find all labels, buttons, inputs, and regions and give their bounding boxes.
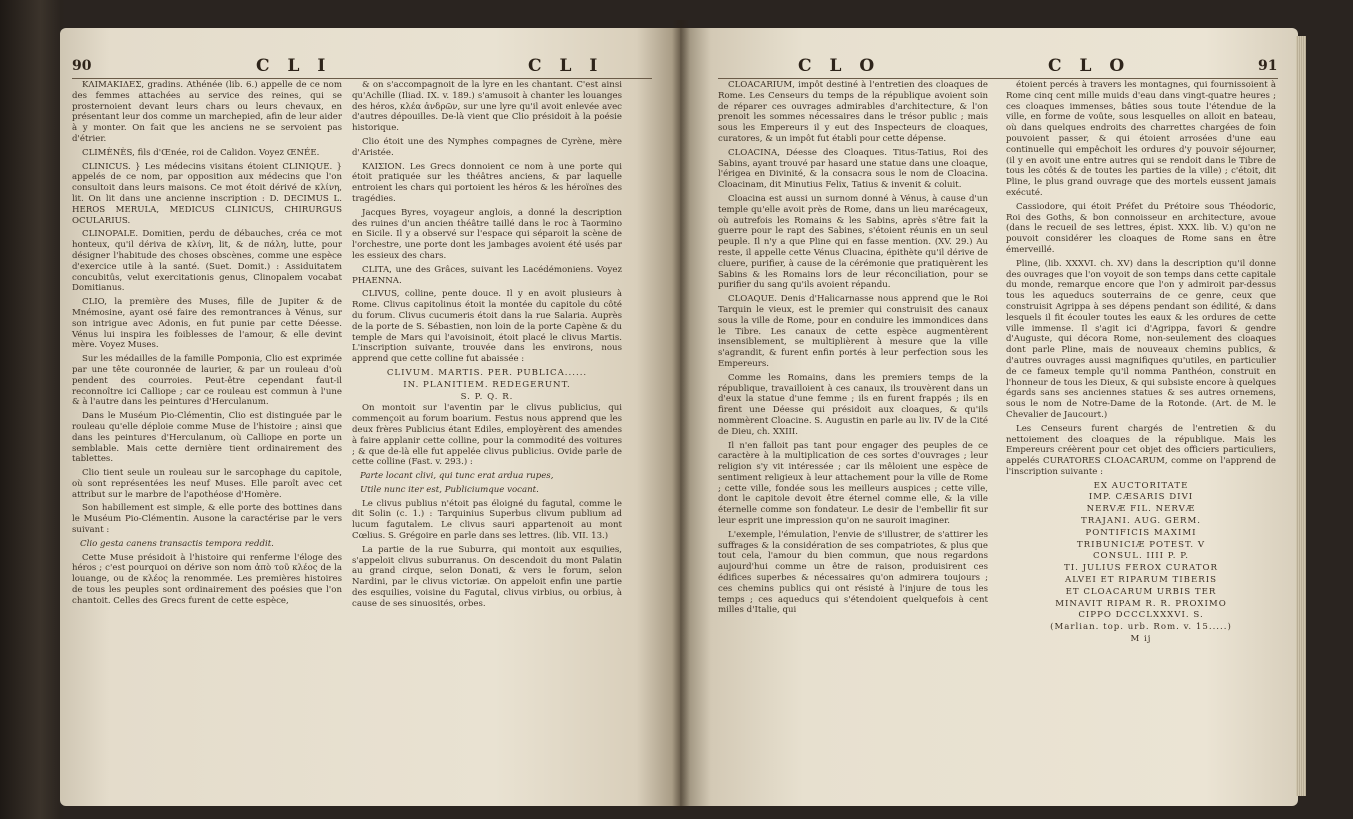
left-page bbox=[60, 28, 680, 806]
paragraph: & on s'accompagnoit de la lyre en les chantant. C'est ainsi qu'Achille (Iliad. IX. v. 189.) s'amusoit à chanter les louanges des héros, κλέα ἀνδρῶν, sur une lyre qu'il avoit enlevée avec d'autres dépouilles. De-là vient que Clio présidoit à la poésie historique. bbox=[352, 80, 622, 134]
book-spine-shadow bbox=[672, 20, 690, 810]
paragraph: CLIVUS, colline, pente douce. Il y en avoit plusieurs à Rome. Clivus capitolinus étoit la montée du capitole du côté du forum. Clivus cucumeris étoit dans la rue Salaria. Auprès de la porte de S. Sébastien, non loin de la porte Capène & du temple de Mars qui l'avoisinoit, étoit placé le clivus Martis. L'inscription suivante, trouvée dans les environs, nous apprend que cette colline fut abaissée : bbox=[352, 289, 622, 365]
paragraph: S. P. Q. R. bbox=[460, 391, 514, 402]
paragraph: M ij bbox=[1130, 634, 1152, 645]
paragraph: CLIO, la première des Muses, fille de Jupiter & de Mnémosine, ayant osé faire des remontrances à Vénus, sur son intrigue avec Adonis, en fut punie par cette Déesse. Vénus lui inspira les foiblesses de l'amour, & elle devint mère. Voyez Muses. bbox=[72, 297, 342, 351]
paragraph: ET CLOACARUM URBIS TER bbox=[1065, 586, 1217, 597]
right-column-1 bbox=[718, 80, 988, 619]
right-column-2 bbox=[1006, 80, 1276, 646]
paragraph: étoient percés à travers les montagnes, qui fournissoient à Rome cinq cent mille muids d'eau dans vingt-quatre heures ; ces cloaques immenses, bâties sous toute l'étendue de la ville, en forme de voûte, sous lesquelles on alloit en bateau, où dans quelques endroits des charrettes chargées de foin pouvoient passer, & qui étoient arrosées d'une eau continuelle qui empêchoit les ordures d'y pouvoir séjourner, (il y en avoit une entre autres qui se rendoit dans le Tibre de tous les côtés & de toutes les parties de la ville) ; c'étoit, dit Pline, le plus grand ouvrage que des mortels eussent jamais exécuté. bbox=[1006, 80, 1276, 198]
paragraph: CLITA, une des Grâces, suivant les Lacédémoniens. Voyez PHAENNA. bbox=[352, 264, 622, 286]
paragraph: Le clivus publius n'étoit pas éloigné du fagutal, comme le dit Solin (c. 1.) : Tarquinius Superbus clivum publium ad lucum fagutalem. Le clivus sauri appartenoit au mont Cœlius. S. Grégoire en parle dans ses lettres. (lib. VII. 13.) bbox=[352, 498, 622, 542]
paragraph: Clio tient seule un rouleau sur le sarcophage du capitole, où sont représentées les neuf Muses. Elle paroît avec cet attribut sur le marbre de l'apothéose d'Homère. bbox=[72, 468, 342, 500]
paragraph: CLOACARIUM, impôt destiné à l'entretien des cloaques de Rome. Les Censeurs du temps de la république avoient soin de réparer ces ouvrages admirables d'architecture, & l'on prenoit les sommes nécessaires dans le trésor public ; mais sous les Empereurs il y eut des Inspecteurs de cloaques, curatores, & un impôt fut établi pour cette dépense. bbox=[718, 80, 988, 144]
paragraph: L'exemple, l'émulation, l'envie de s'illustrer, de s'attirer les suffrages & la considération de ses compatriotes, & plus que tout cela, l'amour du bien commun, que nous regardons aujourd'hui comme un être de raison, produisirent ces édifices superbes & nécessaires qu'on admirera toujours ; ces chemins publics qui ont résisté à l'injure de tous les temps ; ces aqueducs qui s'étendoient quelquefois à cent milles d'Italie, qui bbox=[718, 529, 988, 616]
paragraph: TRIBUNICIÆ POTEST. V bbox=[1076, 539, 1206, 550]
paragraph: Les Censeurs furent chargés de l'entretien & du nettoiement des cloaques de la république. Mais les Empereurs créèrent pour cet objet des officiers particuliers, appelés CURATORES CLOACARUM, comme on l'apprend de l'inscription suivante : bbox=[1006, 423, 1276, 477]
paragraph: TRAJANI. AUG. GERM. bbox=[1080, 516, 1202, 527]
left-column-1 bbox=[72, 80, 342, 610]
running-head-left-a: C L I bbox=[256, 56, 332, 76]
paragraph: CLIMÈNÈS, fils d'Œnée, roi de Calidon. Voyez ŒNÉE. bbox=[82, 147, 320, 158]
page-number-left: 90 bbox=[72, 58, 92, 74]
left-column-2 bbox=[352, 80, 622, 613]
paragraph: CLINICUS. } Les médecins visitans étoient CLINIQUE. } appelés de ce nom, par opposition aux médecins que l'on consultoit dans leurs maisons. Ce mot étoit dérivé de κλίνη, lit. On lit dans une ancienne inscription : D. DECIMUS L. HEROS MERULA, MEDICUS CLINICUS, CHIRURGUS OCULARIUS. bbox=[72, 161, 342, 226]
paragraph: ΚΛΙΣΙΟΝ. Les Grecs donnoient ce nom à une porte qui étoit pratiquée sur les théâtres anciens, & par laquelle entroient les chars qui portoient les héros & les héroïnes des tragédies. bbox=[352, 161, 622, 204]
paragraph: PONTIFICIS MAXIMI bbox=[1085, 527, 1197, 538]
paragraph: Clio gesta canens transactis tempora reddit. bbox=[80, 538, 274, 549]
running-head-right-b: C L O bbox=[1048, 56, 1131, 76]
paragraph: CLOAQUE. Denis d'Halicarnasse nous apprend que le Roi Tarquin le vieux, est le premier qui construisit des canaux sous la ville de Rome, pour en conduire les immondices dans le Tibre. Les canaux de cette espèce augmentèrent insensiblement, se multiplièrent à mesure que la ville s'agrandit, & furent enfin portés à leur perfection sous les Empereurs. bbox=[718, 294, 988, 369]
paragraph: TI. JULIUS FEROX CURATOR bbox=[1064, 563, 1218, 574]
paragraph: Cassiodore, qui étoit Préfet du Prétoire sous Théodoric, Roi des Goths, & bon connoisseur en architecture, avoue (dans le recueil de ses lettres, épist. XXX. lib. V.) qu'on ne pouvoit considérer les cloaques de Rome sans en être émerveillé. bbox=[1006, 201, 1276, 255]
paragraph: CLIVUM. MARTIS. PER. PUBLICA...... bbox=[386, 367, 588, 378]
paragraph: (Marlian. top. urb. Rom. v. 15.....) bbox=[1050, 622, 1232, 633]
paragraph: CIPPO DCCCLXXXVI. S. bbox=[1078, 610, 1204, 621]
page-number-right: 91 bbox=[1258, 58, 1278, 74]
paragraph: EX AUCTORITATE bbox=[1093, 480, 1189, 491]
paragraph: Son habillement est simple, & elle porte des bottines dans le Muséum Pio-Clémentin. Ausone la caractérise par le vers suivant : bbox=[72, 503, 342, 536]
paragraph: Cette Muse présidoit à l'histoire qui renferme l'éloge des héros ; c'est pourquoi on dérive son nom ἀπὸ τοῦ κλέος de la louange, ou de κλέος la renommée. Les premières histoires de tous les peuples sont ordinairement des poésies que l'on chantoit. Celles des Grecs furent de cette espèce, bbox=[72, 552, 342, 606]
header-rule-right bbox=[718, 78, 1278, 79]
paragraph: ALVEI ET RIPARUM TIBERIS bbox=[1064, 575, 1217, 586]
paragraph: On montoit sur l'aventin par le clivus publicius, qui commençoit au forum boarium. Festus nous apprend que les deux frères Publicius étant Ediles, employèrent des amendes à faire applanir cette colline, pour la commodité des voitures ; & que de-là elle fut appelée clivus publicius. Ovide parle de cette colline (Fast. v. 293.) : bbox=[352, 403, 622, 468]
paragraph: Clio étoit une des Nymphes compagnes de Cyrène, mère d'Aristée. bbox=[352, 136, 622, 158]
paragraph: IN. PLANITIEM. REDEGERUNT. bbox=[403, 379, 571, 390]
running-head-left-b: C L I bbox=[528, 56, 604, 76]
running-head-right-a: C L O bbox=[798, 56, 881, 76]
right-page bbox=[680, 28, 1298, 806]
paragraph: La partie de la rue Suburra, qui montoit aux esquilies, s'appeloit clivus suburranus. On descendoit du mont Palatin au grand cirque, selon Donati, & vers le forum, selon Nardini, par le clivus victoriæ. On appeloit enfin une partie des esquilies, voisine du Fagutal, clivus virbius, ou orbius, à cause de ses sinuosités, orbes. bbox=[352, 544, 622, 609]
paragraph: IMP. CÆSARIS DIVI bbox=[1088, 492, 1194, 503]
paragraph: Utile nunc iter est, Publiciumque vocant. bbox=[360, 484, 539, 495]
paragraph: Pline, (lib. XXXVI. ch. XV) dans la description qu'il donne des ouvrages que l'on voyoit de son temps dans cette capitale du monde, remarque encore que l'on y admiroit par-dessus tous les aqueducs souterrains de ce genre, ceux que construisit Agrippa à ses dépens pendant son édilité, & dans lesquels il fit écouler toutes les eaux & les ordures de cette ville immense. Il s'agit ici d'Agrippa, favori & gendre d'Auguste, qui décora Rome, non-seulement des cloaques dont parle Pline, mais de nouveaux chemins publics, & d'autres ouvrages aussi magnifiques qu'utiles, en particulier de ce fameux temple qu'il nomma Panthéon, construit en l'honneur de tous les Dieux, & qui subsiste encore à quelques égards sans ses anciennes statues & ses autres ornemens, sous le nom de Notre-Dame de la Rotonde. (Art. de M. le Chevalier de Jaucourt.) bbox=[1006, 258, 1276, 420]
paragraph: Dans le Muséum Pio-Clémentin, Clio est distinguée par le rouleau qu'elle déploie comme Muse de l'histoire ; ainsi que dans les peintures d'Herculanum, où Calliope en porte un semblable. Mais cette dernière tient ordinairement des tablettes. bbox=[72, 411, 342, 465]
paragraph: Parte locant clivi, qui tunc erat ardua rupes, bbox=[360, 471, 554, 482]
paragraph: CLOACINA, Déesse des Cloaques. Titus-Tatius, Roi des Sabins, ayant trouvé par hasard une statue dans une cloaque, l'érigea en Divinité, & la consacra sous le nom de Cloacina. Cloacinam, dit Minutius Felix, Tatius & invenit & coluit. bbox=[718, 147, 989, 191]
paragraph: Comme les Romains, dans les premiers temps de la république, travailloient à ces canaux, ils trouvèrent dans un d'eux la statue d'une femme ; ils en furent frappés ; ils en firent une Déesse qui présidoit aux cloaques, & qu'ils nommèrent Cloacine. S. Augustin en parle au liv. IV de la Cité de Dieu, ch. XXIII. bbox=[718, 372, 988, 437]
paragraph: Jacques Byres, voyageur anglois, a donné la description des ruines d'un ancien théâtre taillé dans le roc à Taormino en Sicile. Il y a observé sur l'espace qui séparoit la scène de l'orchestre, une porte dont les jambages avoient été usés par les essieux des chars. bbox=[352, 207, 622, 261]
paragraph: CONSUL. IIII P. P. bbox=[1092, 551, 1190, 562]
paragraph: CLINOPALE. Domitien, perdu de débauches, créa ce mot honteux, qu'il dériva de κλίνη, lit, & de πάλη, lutte, pour désigner l'habitude des choses obscènes, comme une espèce d'exercice utile à la santé. (Suet. Domit.) : Assiduitatem concubitûs, velut exercitationis genus, Clinopalem vocabat Domitianus. bbox=[72, 229, 342, 294]
paragraph: NERVÆ FIL. NERVÆ bbox=[1086, 504, 1196, 515]
paragraph: MINAVIT RIPAM R. R. PROXIMO bbox=[1055, 598, 1227, 609]
paragraph: Sur les médailles de la famille Pomponia, Clio est exprimée par une tête couronnée de laurier, & par un rouleau d'où pendent des courroies. Peut-être cependant faut-il reconnoître ici Calliope ; car ce rouleau est commun à l'une & à l'autre dans les peintures d'Herculanum. bbox=[72, 354, 342, 408]
paragraph: ΚΛΙΜΑΚΙΔΕΣ, gradins. Athénée (lib. 6.) appelle de ce nom des femmes attachées au service des reines, qui se prosternoient devant leurs chars ou leurs chevaux, en présentant leur dos comme un marchepied, afin de leur aider à y monter. On fait que les anciens ne se servoient pas d'étrier. bbox=[72, 80, 342, 144]
page-edges bbox=[1296, 36, 1306, 796]
header-rule-left bbox=[72, 78, 652, 79]
paragraph: Cloacina est aussi un surnom donné à Vénus, à cause d'un temple qu'elle avoit près de Rome, dans un lieu marécageux, où autrefois les Romains & les Sabins, après s'être fait la guerre pour le rapt des Sabines, s'étoient réunis en un seul peuple. Il n'y a que Pline qui en fasse mention. (XV. 29.) Au reste, il appelle cette Vénus Cluacina, épithète qu'il dérive de cluere, purifier, à cause de la cérémonie que pratiquèrent les Sabins & les Romains lors de leur réconciliation, pour se purifier du sang qu'ils avoient répandu. bbox=[718, 193, 988, 291]
paragraph: Il n'en falloit pas tant pour engager des peuples de ce caractère à la multiplication de ces sortes d'ouvrages ; leur religion s'y vit intéressée ; car ils mêloient une espèce de sentiment religieux à leur attachement pour la ville de Rome ; cette ville, fondée sous les meilleurs auspices ; cette ville, dont le capitole devoit être éternel comme elle, & la ville éternelle comme son fondateur. Le desir de l'embellir fit sur leur esprit une impression qu'on ne sauroit imaginer. bbox=[718, 440, 988, 527]
